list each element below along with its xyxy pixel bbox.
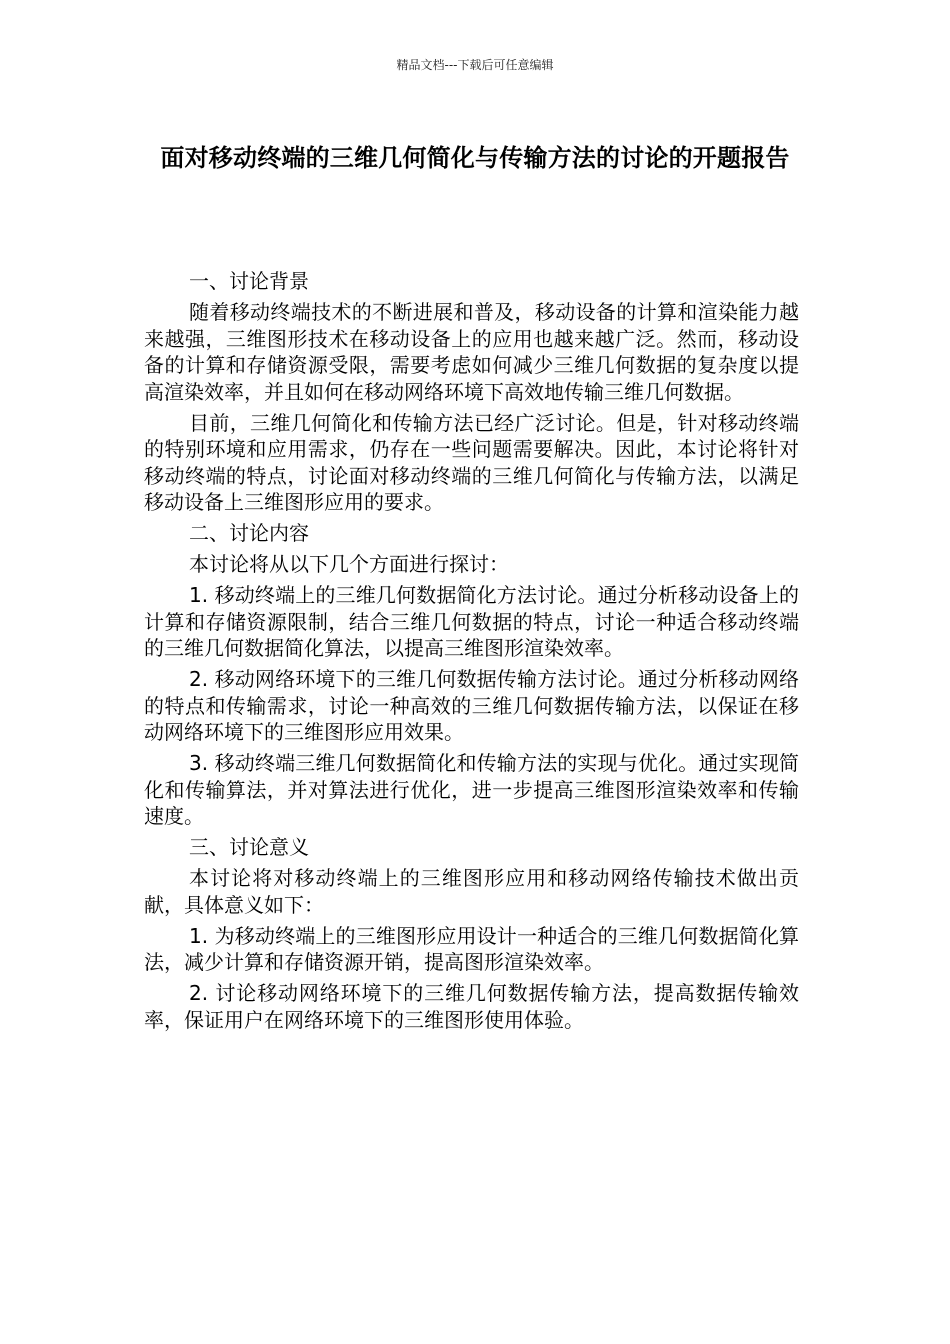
list-item: 2. 讨论移动网络环境下的三维几何数据传输方法，提高数据传输效率，保证用户在网络环境下的三维图形使用体验。 — [144, 981, 799, 1032]
list-item: 2. 移动网络环境下的三维几何数据传输方法讨论。通过分析移动网络的特点和传输需求，讨论一种高效的三维几何数据传输方法，以保证在移动网络环境下的三维图形应用效果。 — [144, 667, 799, 744]
body-paragraph: 目前，三维几何简化和传输方法已经广泛讨论。但是，针对移动终端的特别环境和应用需求，仍存在一些问题需要解决。因此，本讨论将针对移动终端的特点，讨论面对移动终端的三维几何简化与传输方法，以满足移动设备上三维图形应用的要求。 — [144, 410, 799, 514]
document-title: 面对移动终端的三维几何简化与传输方法的讨论的开题报告 — [160, 144, 790, 172]
section-heading-content: 二、讨论内容 — [189, 521, 309, 545]
list-item: 1. 为移动终端上的三维图形应用设计一种适合的三维几何数据简化算法，减少计算和存储资源开销，提高图形渲染效率。 — [144, 923, 799, 974]
document-body — [144, 268, 799, 1038]
body-paragraph: 本讨论将从以下几个方面进行探讨： — [189, 552, 509, 576]
section-heading-background: 一、讨论背景 — [189, 269, 309, 293]
list-item: 3. 移动终端三维几何数据简化和传输方法的实现与优化。通过实现简化和传输算法，并对算法进行优化，进一步提高三维图形渲染效率和传输速度。 — [144, 751, 799, 828]
header-note: 精品文档---下载后可任意编辑 — [396, 58, 554, 72]
section-heading-significance: 三、讨论意义 — [189, 835, 309, 859]
body-paragraph: 本讨论将对移动终端上的三维图形应用和移动网络传输技术做出贡献，具体意义如下： — [144, 866, 799, 917]
body-paragraph: 随着移动终端技术的不断进展和普及，移动设备的计算和渲染能力越来越强，三维图形技术在移动设备上的应用也越来越广泛。然而，移动设备的计算和存储资源受限，需要考虑如何减少三维几何数据的复杂度以提高渲染效率，并且如何在移动网络环境下高效地传输三维几何数据。 — [144, 300, 799, 404]
list-item: 1. 移动终端上的三维几何数据简化方法讨论。通过分析移动设备上的计算和存储资源限制，结合三维几何数据的特点，讨论一种适合移动终端的三维几何数据简化算法，以提高三维图形渲染效率。 — [144, 583, 799, 660]
